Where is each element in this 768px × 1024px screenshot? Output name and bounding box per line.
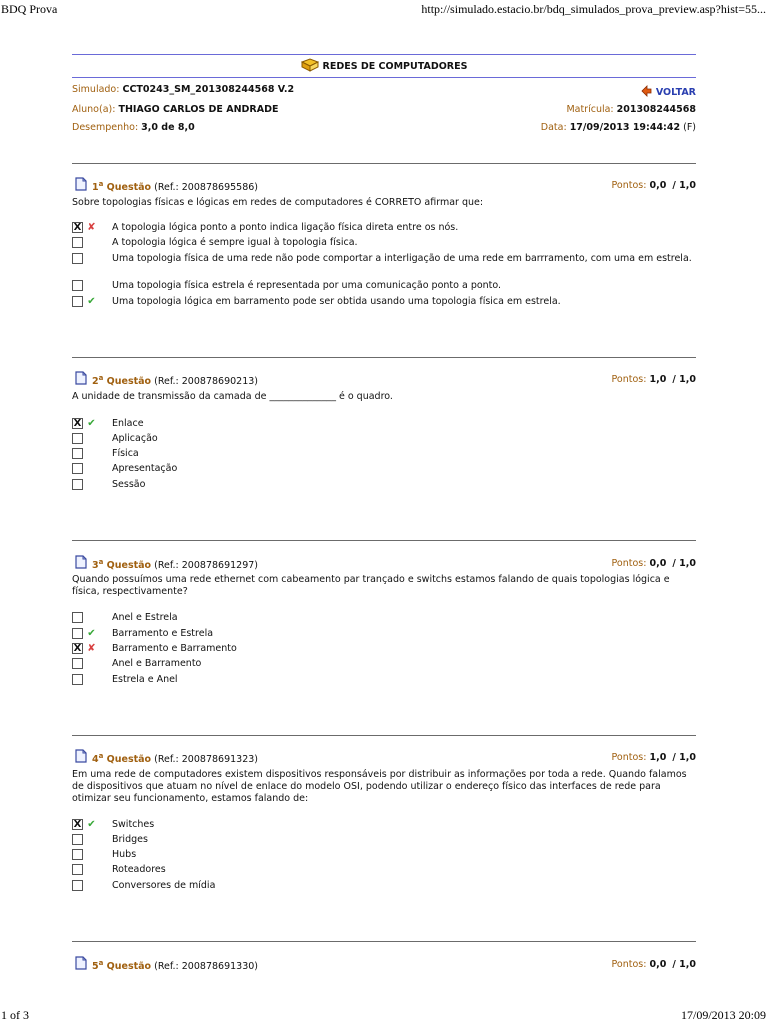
voltar-link[interactable] — [639, 84, 696, 101]
points-label: Pontos: — [611, 374, 647, 385]
option-mark — [86, 849, 97, 860]
option-checkbox[interactable] — [72, 237, 83, 248]
option-mark — [86, 479, 97, 490]
option-mark — [86, 674, 97, 685]
option-checkbox[interactable] — [72, 463, 83, 474]
voltar-label[interactable]: VOLTAR — [655, 87, 696, 98]
ref-label: (Ref.: — [154, 961, 179, 973]
separator — [72, 941, 696, 942]
option-mark — [86, 834, 97, 845]
option-checkbox[interactable] — [72, 849, 83, 860]
option-mark — [86, 253, 97, 264]
question-points — [612, 558, 696, 569]
option-text: A topologia lógica é sempre igual à topologia física. — [112, 237, 358, 248]
print-page-title: BDQ Prova — [1, 2, 58, 16]
option-checkbox[interactable] — [72, 433, 83, 444]
points-value: 1,0 — [649, 374, 667, 385]
exam-title-bar — [72, 54, 696, 78]
desempenho-value: 3,0 de 8,0 — [141, 122, 195, 133]
option-checkbox[interactable] — [72, 880, 83, 891]
option-checkbox[interactable]: X — [73, 643, 82, 654]
option-checkbox[interactable] — [72, 280, 83, 291]
option-checkbox[interactable]: X — [73, 418, 82, 429]
option-checkbox[interactable] — [72, 296, 83, 307]
option-checkbox[interactable] — [72, 479, 83, 490]
question-text: Em uma rede de computadores existem dispositivos responsáveis por distribuir as informações por toda a rede. Quando falamos de dispositivos que atuam no nível de enlace do modelo OSI, podendo utilizar o endereço físico das interfaces de rede para otimizar seu funcionamento, estamos falando de: — [72, 769, 687, 804]
question-points — [612, 180, 696, 191]
wrong-icon: ✘ — [87, 643, 96, 654]
question-label: Questão — [106, 754, 152, 766]
question-header — [72, 956, 696, 972]
correct-icon: ✔ — [87, 819, 96, 830]
points-label: Pontos: — [611, 180, 647, 191]
correct-icon: ✔ — [87, 296, 96, 307]
aluno-label: Aluno(a): — [72, 104, 116, 115]
option-text: Apresentação — [112, 463, 178, 474]
document-icon — [74, 555, 88, 572]
question-label: Questão — [106, 376, 152, 388]
ordinal-indicator: a — [98, 180, 104, 188]
points-max: / 1,0 — [672, 558, 696, 569]
separator — [72, 357, 696, 358]
question-header — [72, 371, 696, 387]
separator — [72, 735, 696, 736]
option-mark — [86, 864, 97, 875]
wrong-icon: ✘ — [87, 222, 96, 233]
question-label: Questão — [106, 560, 152, 572]
points-value: 0,0 — [649, 180, 667, 191]
option-text: A topologia lógica ponto a ponto indica ligação física direta entre os nós. — [112, 222, 459, 233]
option-mark — [86, 280, 97, 291]
points-max: / 1,0 — [672, 959, 696, 970]
option-checkbox[interactable]: X — [73, 819, 82, 830]
print-page-url: http://simulado.estacio.br/bdq_simulados_prova_preview.asp?hist=55... — [421, 2, 766, 16]
ordinal-indicator: a — [98, 558, 104, 566]
separator — [72, 540, 696, 541]
option-checkbox[interactable] — [72, 674, 83, 685]
option-text: Sessão — [112, 479, 146, 490]
document-icon — [74, 177, 88, 194]
back-arrow-icon[interactable] — [639, 84, 653, 101]
question-ref: 200878691323) — [181, 754, 259, 766]
question-header — [72, 749, 696, 765]
option-checkbox[interactable] — [72, 628, 83, 639]
page-counter: 1 of 3 — [1, 1008, 29, 1022]
points-max: / 1,0 — [672, 752, 696, 763]
question-points — [612, 374, 696, 385]
exam-date — [541, 122, 696, 133]
book-icon — [301, 58, 319, 75]
question-text: Sobre topologias físicas e lógicas em redes de computadores é CORRETO afirmar que: — [72, 197, 484, 208]
option-text: Roteadores — [112, 864, 166, 875]
ref-label: (Ref.: — [154, 376, 179, 388]
aluno-value: THIAGO CARLOS DE ANDRADE — [118, 104, 279, 115]
option-text: Barramento e Barramento — [112, 643, 237, 654]
option-checkbox[interactable] — [72, 864, 83, 875]
points-max: / 1,0 — [672, 180, 696, 191]
question-points — [612, 752, 696, 763]
points-max: / 1,0 — [672, 374, 696, 385]
document-icon — [74, 371, 88, 388]
question-number: 2 — [92, 376, 99, 388]
question-label: Questão — [106, 961, 152, 973]
option-text: Anel e Barramento — [112, 658, 202, 669]
points-label: Pontos: — [611, 558, 647, 569]
data-label: Data: — [540, 122, 567, 133]
aluno-row — [72, 104, 696, 118]
option-checkbox[interactable] — [72, 612, 83, 623]
separator — [72, 163, 696, 164]
exam-title: REDES DE COMPUTADORES — [322, 61, 468, 72]
points-label: Pontos: — [611, 959, 647, 970]
option-text: Física — [112, 448, 139, 459]
option-text: Uma topologia lógica em barramento pode ser obtida usando uma topologia física em estrela. — [112, 296, 561, 307]
question-ref: 200878691330) — [181, 961, 259, 973]
question-label: Questão — [106, 182, 152, 194]
simulado-label: Simulado: — [72, 84, 120, 95]
option-text: Barramento e Estrela — [112, 628, 214, 639]
matricula — [566, 104, 696, 115]
option-text: Bridges — [112, 834, 148, 845]
simulado-value: CCT0243_SM_201308244568 V.2 — [122, 84, 295, 95]
correct-icon: ✔ — [87, 418, 96, 429]
points-value: 0,0 — [649, 959, 667, 970]
question-header — [72, 555, 696, 571]
option-mark — [86, 237, 97, 248]
correct-icon: ✔ — [87, 628, 96, 639]
question-number: 3 — [92, 560, 99, 572]
points-value: 1,0 — [649, 752, 667, 763]
matricula-value: 201308244568 — [616, 104, 696, 115]
points-label: Pontos: — [611, 752, 647, 763]
document-icon — [74, 749, 88, 766]
question-number: 5 — [92, 961, 99, 973]
question-number: 4 — [92, 754, 99, 766]
question-header — [72, 177, 696, 193]
desempenho-row — [72, 122, 696, 136]
option-checkbox[interactable] — [72, 834, 83, 845]
option-text: Estrela e Anel — [112, 674, 178, 685]
option-mark — [86, 463, 97, 474]
option-checkbox[interactable] — [72, 253, 83, 264]
option-checkbox[interactable] — [72, 658, 83, 669]
question-ref: 200878690213) — [181, 376, 259, 388]
option-text: Conversores de mídia — [112, 880, 216, 891]
ordinal-indicator: a — [98, 752, 104, 760]
print-header — [0, 0, 768, 18]
points-value: 0,0 — [649, 558, 667, 569]
ordinal-indicator: a — [98, 374, 104, 382]
option-text: Hubs — [112, 849, 137, 860]
matricula-label: Matrícula: — [566, 104, 614, 115]
option-mark — [86, 612, 97, 623]
question-ref: 200878691297) — [181, 560, 259, 572]
option-mark — [86, 448, 97, 459]
option-mark — [86, 880, 97, 891]
option-checkbox[interactable]: X — [73, 222, 82, 233]
option-checkbox[interactable] — [72, 448, 83, 459]
option-text: Enlace — [112, 418, 144, 429]
question-number: 1 — [92, 182, 99, 194]
ref-label: (Ref.: — [154, 560, 179, 572]
print-datetime: 17/09/2013 20:09 — [680, 1008, 766, 1022]
question-ref: 200878695586) — [181, 182, 259, 194]
question-text: Quando possuímos uma rede ethernet com cabeamento par trançado e switchs estamos falando de quais topologias lógica e física, respectivamente? — [72, 574, 670, 597]
option-text: Aplicação — [112, 433, 158, 444]
option-text: Anel e Estrela — [112, 612, 178, 623]
option-text: Uma topologia física de uma rede não pode comportar a interligação de uma rede em barrramento, com uma em estrela. — [112, 253, 692, 264]
option-mark — [86, 433, 97, 444]
print-footer — [0, 1006, 768, 1024]
question-points — [612, 959, 696, 970]
document-icon — [74, 956, 88, 973]
question-text: A unidade de transmissão da camada de ______________ é o quadro. — [72, 391, 393, 402]
ref-label: (Ref.: — [154, 182, 179, 194]
ordinal-indicator: a — [98, 959, 104, 967]
ref-label: (Ref.: — [154, 754, 179, 766]
option-mark — [86, 658, 97, 669]
simulado-row — [72, 84, 696, 98]
option-text: Switches — [112, 819, 155, 830]
option-text: Uma topologia física estrela é representada por uma comunicação ponto a ponto. — [112, 280, 502, 291]
data-suffix: (F) — [683, 122, 696, 133]
data-value: 17/09/2013 19:44:42 — [569, 122, 681, 133]
desempenho-label: Desempenho: — [72, 122, 139, 133]
